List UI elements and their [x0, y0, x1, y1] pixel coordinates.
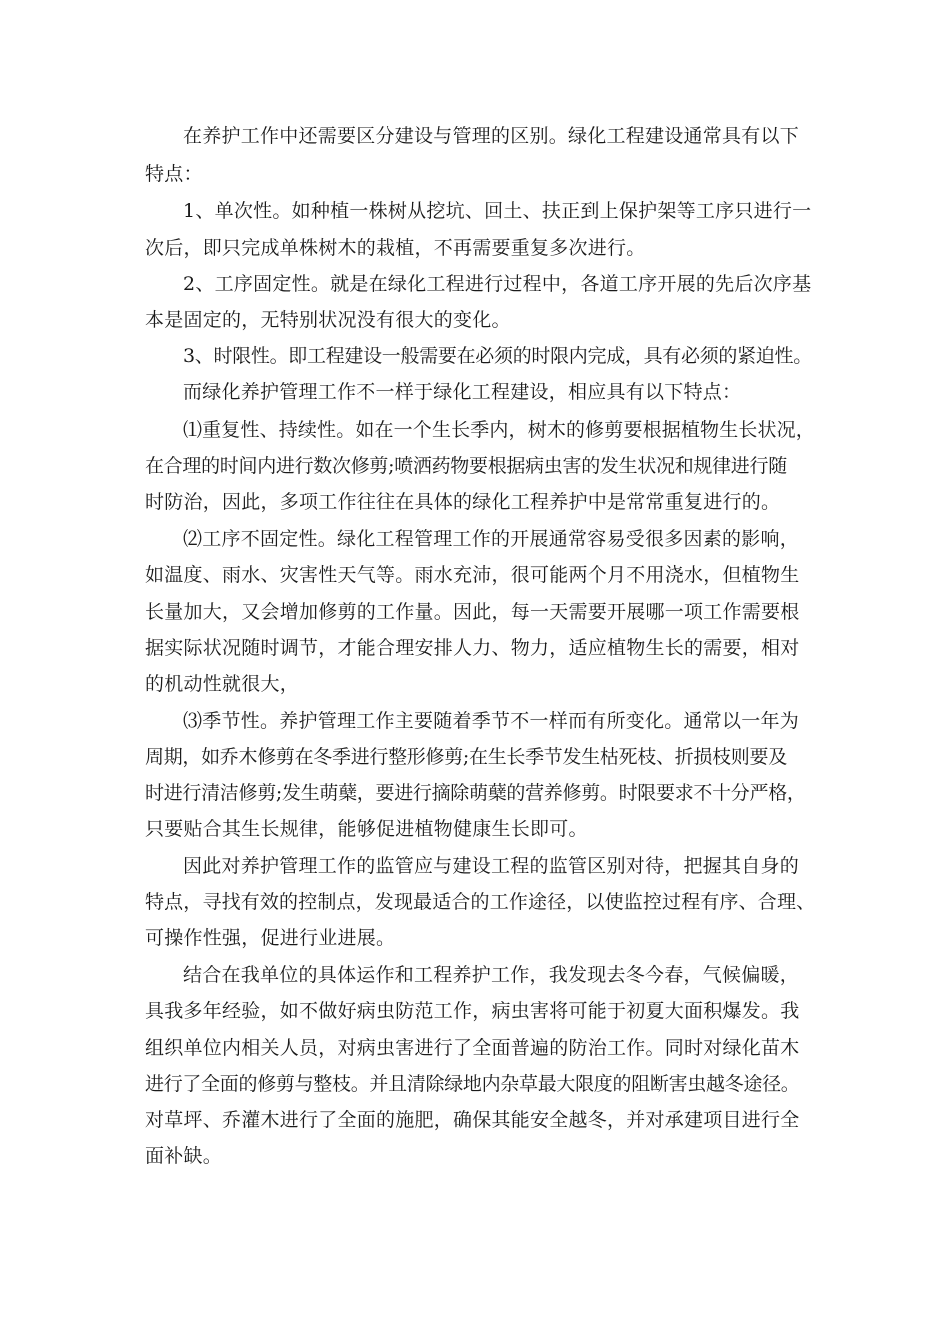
text-line: 3、时限性。即工程建设一般需要在必须的时限内完成，具有必须的紧迫性。 [183, 345, 812, 367]
text-line: 结合在我单位的具体运作和工程养护工作，我发现去冬今春，气候偏暖， [183, 964, 800, 986]
text-line: 面补缺。 [145, 1145, 223, 1167]
text-line: ⑴重复性、持续性。如在一个生长季内，树木的修剪要根据植物生长状况， [183, 419, 815, 441]
text-line: 特点： [145, 163, 203, 185]
text-line: 周期，如乔木修剪在冬季进行整形修剪;在生长季节发生枯死枝、折损枝则要及 [145, 746, 787, 768]
text-line: 据实际状况随时调节，才能合理安排人力、物力，适应植物生长的需要，相对 [145, 637, 800, 659]
text-line: 在合理的时间内进行数次修剪;喷洒药物要根据病虫害的发生状况和规律进行随 [145, 455, 787, 477]
text-line: 只要贴合其生长规律，能够促进植物健康生长即可。 [145, 818, 588, 840]
text-line: ⑶季节性。养护管理工作主要随着季节不一样而有所变化。通常以一年为 [183, 710, 800, 732]
text-line: 如温度、雨水、灾害性天气等。雨水充沛，很可能两个月不用浇水，但植物生 [145, 564, 800, 586]
text-line: 长量加大，又会增加修剪的工作量。因此，每一天需要开展哪一项工作需要根 [145, 601, 800, 623]
text-line: 对草坪、乔灌木进行了全面的施肥，确保其能安全越冬，并对承建项目进行全 [145, 1109, 800, 1131]
text-line: 具我多年经验，如不做好病虫防范工作，病虫害将可能于初夏大面积爆发。我 [145, 1000, 800, 1022]
text-line: 因此对养护管理工作的监管应与建设工程的监管区别对待，把握其自身的 [183, 855, 800, 877]
text-line: 时防治，因此，多项工作往往在具体的绿化工程养护中是常常重复进行的。 [145, 491, 781, 513]
text-line: 进行了全面的修剪与整枝。并且清除绿地内杂草最大限度的阻断害虫越冬途径。 [145, 1073, 800, 1095]
text-line: 在养护工作中还需要区分建设与管理的区别。绿化工程建设通常具有以下 [183, 125, 800, 147]
text-line: 而绿化养护管理工作不一样于绿化工程建设，相应具有以下特点： [183, 381, 742, 403]
text-line: 特点，寻找有效的控制点，发现最适合的工作途径，以使监控过程有序、合理、 [145, 891, 816, 913]
text-line: 2、工序固定性。就是在绿化工程进行过程中，各道工序开展的先后次序基 [183, 273, 812, 295]
text-line: ⑵工序不固定性。绿化工程管理工作的开展通常容易受很多因素的影响， [183, 528, 800, 550]
text-line: 本是固定的，无特别状况没有很大的变化。 [145, 309, 511, 331]
text-line: 次后，即只完成单株树木的栽植，不再需要重复多次进行。 [145, 237, 646, 259]
text-line: 组织单位内相关人员，对病虫害进行了全面普遍的防治工作。同时对绿化苗木 [145, 1037, 800, 1059]
text-line: 1、单次性。如种植一株树从挖坑、回土、扶正到上保护架等工序只进行一 [183, 200, 812, 222]
text-line: 时进行清洁修剪;发生萌蘖，要进行摘除萌蘖的营养修剪。时限要求不十分严格， [145, 782, 806, 804]
text-line: 的机动性就很大， [145, 673, 300, 695]
text-line: 可操作性强，促进行业进展。 [145, 927, 396, 949]
